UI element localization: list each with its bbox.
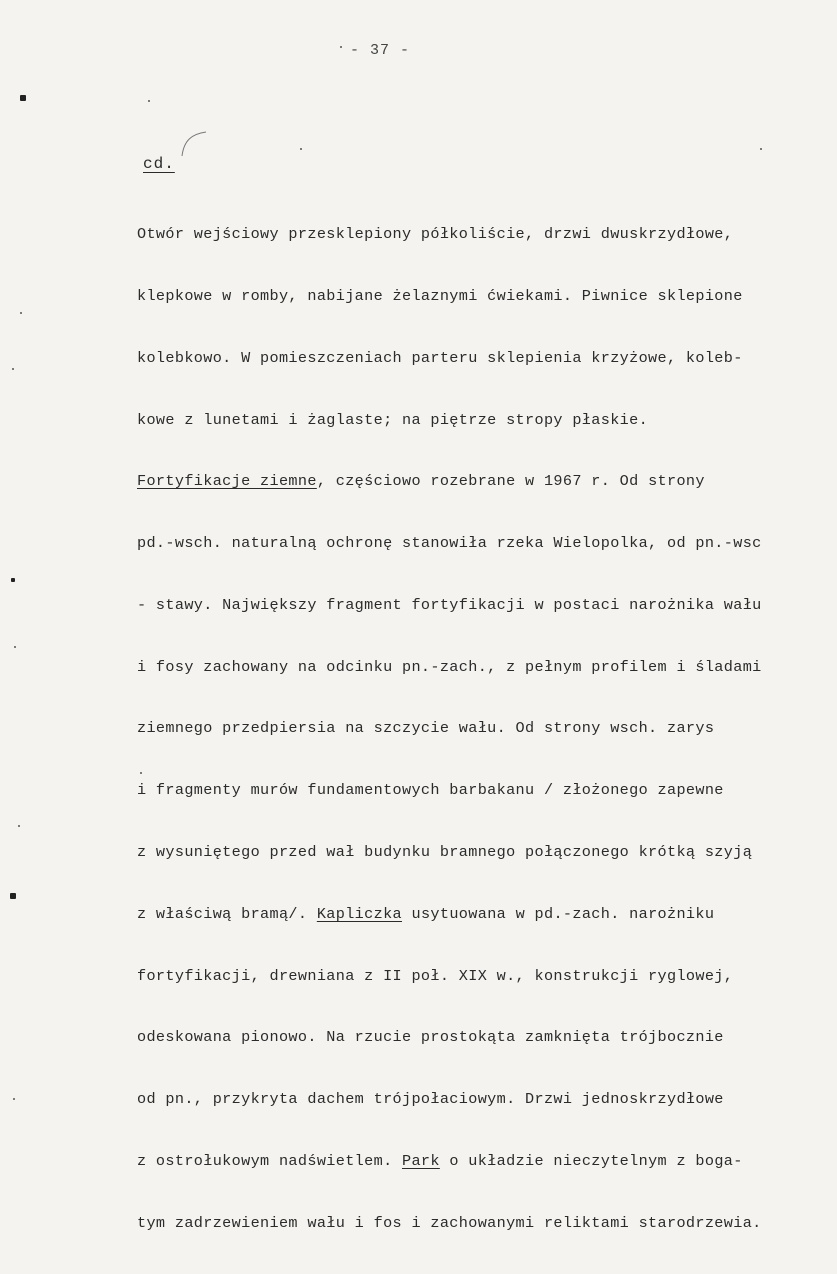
text-line: klepkowe w romby, nabijane żelaznymi ćwiekami. Piwnice sklepione bbox=[137, 286, 743, 305]
text-line: ziemnego przedpiersia na szczycie wału. Od strony wsch. zarys bbox=[137, 719, 715, 738]
text-line: i fosy zachowany na odcinku pn.-zach., z pełnym profilem i śladami bbox=[137, 657, 762, 676]
margin-speck bbox=[20, 312, 22, 314]
scan-speck bbox=[340, 46, 342, 48]
margin-mark bbox=[10, 893, 16, 899]
text-line: odeskowana pionowo. Na rzucie prostokąta zamknięta trójbocznie bbox=[137, 1028, 724, 1047]
section-heading-park: Park bbox=[402, 1151, 440, 1170]
margin-speck bbox=[13, 1098, 15, 1100]
text-line: od pn., przykryta dachem trójpołaciowym. Drzwi jednoskrzydłowe bbox=[137, 1090, 724, 1109]
scan-speck bbox=[148, 100, 150, 102]
margin-mark bbox=[11, 578, 15, 582]
text-line: Otwór wejściowy przesklepiony półkoliście, drzwi dwuskrzydłowe, bbox=[137, 225, 734, 244]
text-line: i fragmenty murów fundamentowych barbakanu / złożonego zapewne bbox=[137, 781, 724, 800]
scan-speck bbox=[760, 148, 762, 150]
text-line: Fortyfikacje ziemne, częściowo rozebrane w 1967 r. Od strony bbox=[137, 472, 705, 491]
text-line: z ostrołukowym nadświetlem. Park o układzie nieczytelnym z boga- bbox=[137, 1151, 743, 1170]
pencil-mark-icon bbox=[178, 130, 208, 158]
margin-speck bbox=[14, 646, 16, 648]
scan-speck bbox=[300, 148, 302, 150]
text-line: pd.-wsch. naturalną ochronę stanowiła rzeka Wielopolka, od pn.-wsc bbox=[137, 534, 762, 553]
continuation-label: cd. bbox=[143, 155, 175, 173]
text-line: tym zadrzewieniem wału i fos i zachowanymi reliktami starodrzewia. bbox=[137, 1213, 762, 1232]
margin-speck bbox=[18, 825, 20, 827]
text-line: kolebkowo. W pomieszczeniach parteru sklepienia krzyżowe, koleb- bbox=[137, 348, 743, 367]
text-line: - stawy. Największy fragment fortyfikacji w postaci narożnika wału bbox=[137, 595, 762, 614]
text-line: kowe z lunetami i żaglaste; na piętrze stropy płaskie. bbox=[137, 410, 649, 429]
section-heading-fortyfikacje: Fortyfikacje ziemne bbox=[137, 472, 317, 491]
body-text bbox=[137, 183, 827, 1274]
scan-speck bbox=[140, 772, 142, 774]
text-line: z właściwą bramą/. Kapliczka usytuowana w pd.-zach. narożniku bbox=[137, 904, 715, 923]
margin-speck bbox=[12, 368, 14, 370]
section-heading-kapliczka: Kapliczka bbox=[316, 904, 403, 923]
margin-mark bbox=[20, 95, 26, 101]
page-number: - 37 - bbox=[350, 42, 411, 59]
text-line: fortyfikacji, drewniana z II poł. XIX w., konstrukcji ryglowej, bbox=[137, 966, 734, 985]
text-line: z wysuniętego przed wał budynku bramnego połączonego krótką szyją bbox=[137, 843, 753, 861]
